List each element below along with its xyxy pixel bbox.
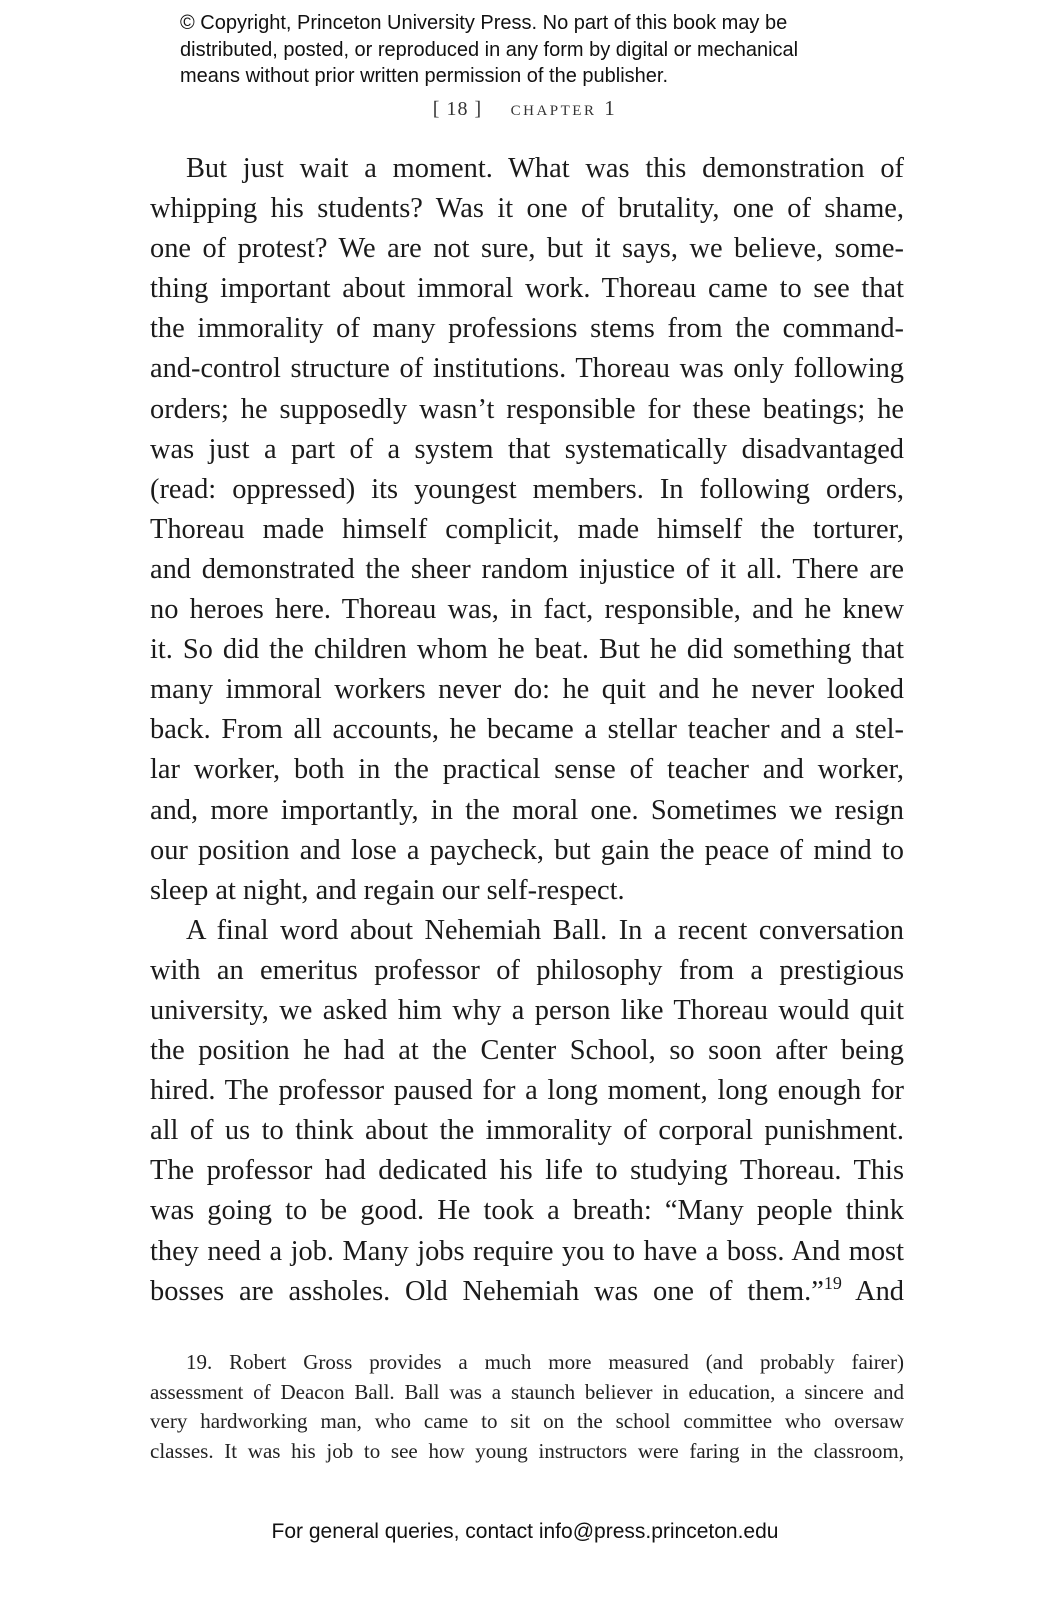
text-line: and, more importantly, in the moral one. Sometimes we resign [150,794,904,826]
text-line: back. From all accounts, he became a stellar teacher and a stel- [150,714,904,746]
copyright-line: distributed, posted, or reproduced in any form by digital or mechanical [180,38,799,61]
text-line: the immorality of many professions stems from the command- [150,313,904,345]
text-line: Thoreau made himself complicit, made himself the torturer, [150,513,904,545]
footnote-line: assessment of Deacon Ball. Ball was a staunch believer in education, a sincere and [150,1379,904,1404]
footer-contact: For general queries, contact info@press.princeton.edu [271,1520,779,1543]
copyright-notice [180,10,900,90]
text-line: university, we asked him why a person like Thoreau would quit [150,994,904,1026]
chapter-title: chapter 1 [510,96,618,120]
footnote-line: very hardworking man, who came to sit on the school committee who oversaw [150,1409,904,1433]
page-number: [ 18 ] [432,98,483,120]
text-line: the position he had at the Center School, so soon after being [150,1035,904,1067]
text-line: lar worker, both in the practical sense of teacher and worker, [150,754,904,786]
text-line-with-note [150,1272,904,1312]
text-line: no heroes here. Thoreau was, in fact, responsible, and he knew [150,594,904,626]
footnote-ref[interactable]: 19 [823,1272,842,1293]
text-line: one of protest? We are not sure, but it says, we believe, some- [150,233,904,265]
text-line: and-control structure of institutions. Thoreau was only following [150,353,904,385]
text-line: it. So did the children whom he beat. But he did something that [150,634,904,666]
copyright-line: means without prior written permission of the publisher. [180,65,669,87]
text-line: whipping his students? Was it one of brutality, one of shame, [150,193,904,225]
footnote-line: 19. Robert Gross provides a much more measured (and probably fairer) [186,1350,904,1374]
text-line: hired. The professor paused for a long moment, long enough for [150,1075,904,1107]
body-text [150,149,904,1312]
footnote-line: classes. It was his job to see how young instructors were faring in the classroom, [150,1438,904,1463]
text-line: and demonstrated the sheer random injustice of it all. There are [150,553,904,585]
text-line: sleep at night, and regain our self-respect. [150,874,625,906]
text-line: all of us to think about the immorality of corporal punishment. [150,1115,904,1147]
running-head [0,96,1050,121]
text-line: bosses are assholes. Old Nehemiah was one of them.” [150,1275,824,1307]
text-line: thing important about immoral work. Thoreau came to see that [150,273,904,305]
text-line: orders; he supposedly wasn’t responsible for these beatings; he [150,393,904,425]
text-line-tail: And [855,1275,904,1307]
text-line: with an emeritus professor of philosophy from a prestigious [150,954,904,986]
text-line: was going to be good. He took a breath: “Many people think [150,1195,904,1227]
text-line: was just a part of a system that systematically disadvantaged [150,433,904,465]
text-line: many immoral workers never do: he quit and he never looked [150,674,904,706]
text-line: our position and lose a paycheck, but gain the peace of mind to [150,834,904,866]
copyright-line: © Copyright, Princeton University Press. No part of this book may be [180,12,788,34]
text-line: they need a job. Many jobs require you to have a boss. And most [150,1235,904,1267]
text-line: The professor had dedicated his life to studying Thoreau. This [150,1155,904,1187]
text-line: But just wait a moment. What was this demonstration of [186,153,904,184]
text-line: A final word about Nehemiah Ball. In a recent conversation [186,914,904,946]
footnotes [150,1348,904,1466]
text-line: (read: oppressed) its youngest members. In following orders, [150,473,904,505]
